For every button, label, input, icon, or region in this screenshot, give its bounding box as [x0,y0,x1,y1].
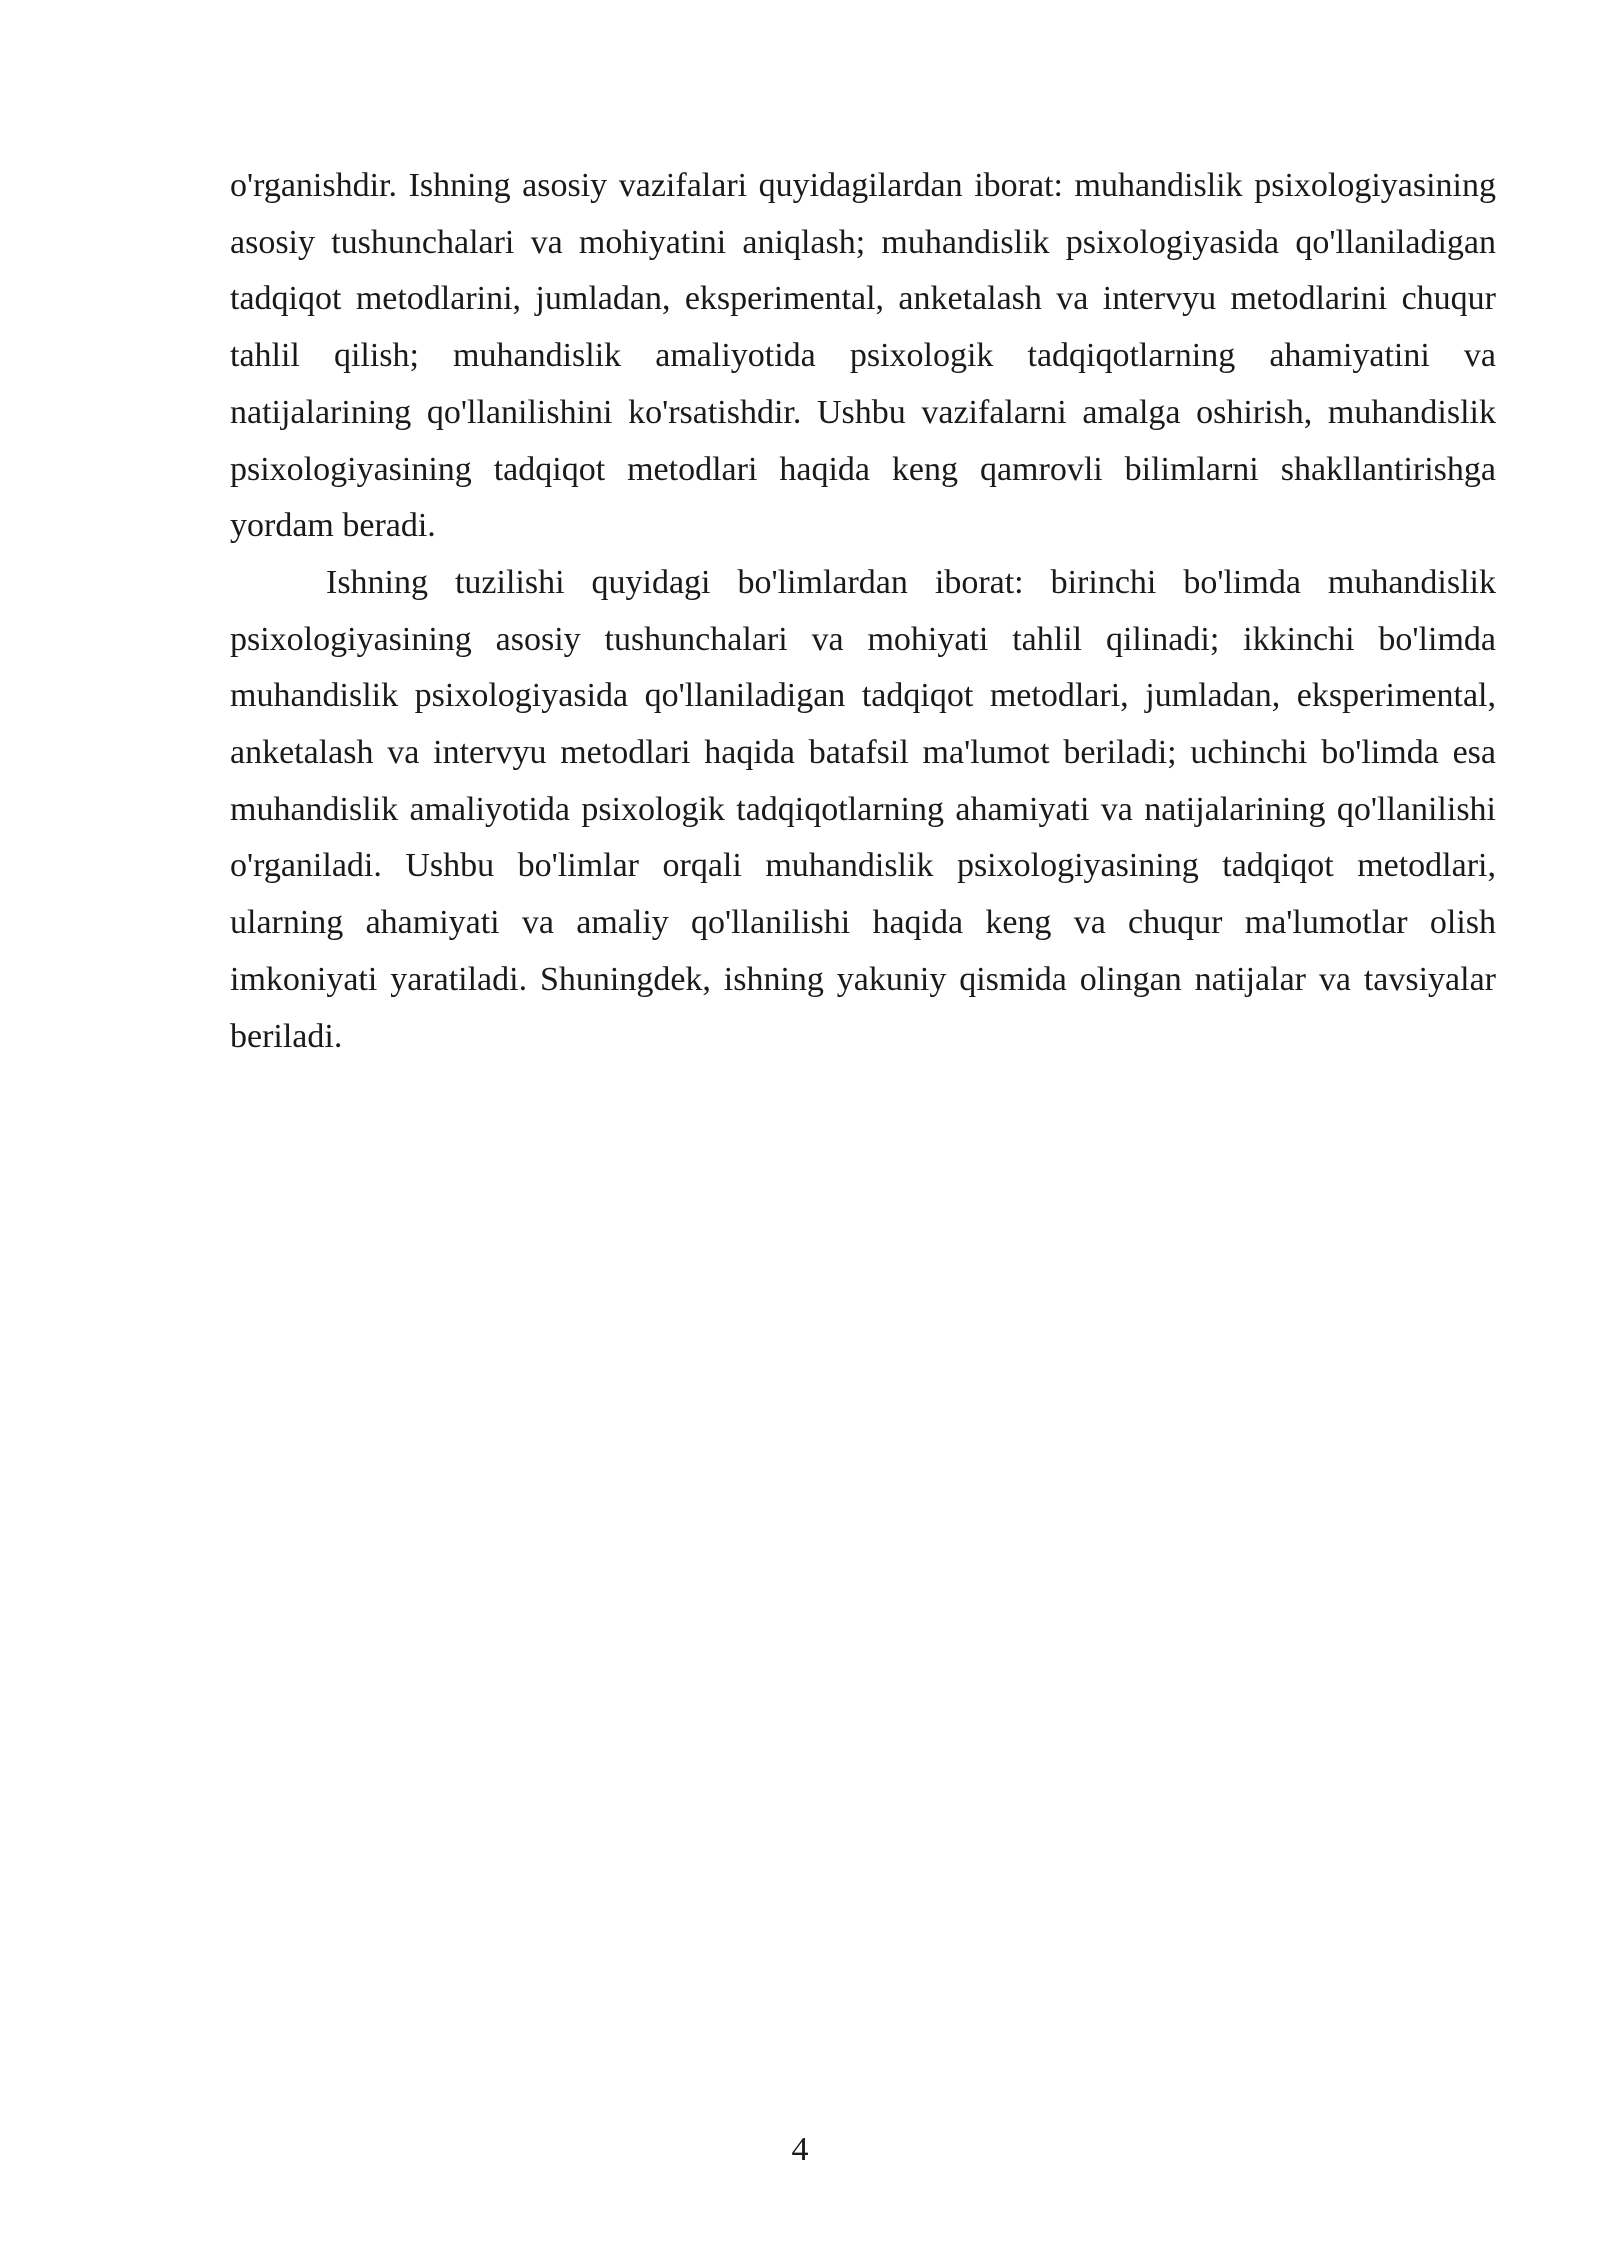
body-text [230,158,1496,1065]
paragraph-continuation: o'rganishdir. Ishning asosiy vazifalari quyidagilardan iborat: muhandislik psixologiyasining asosiy tushunchalari va mohiyatini aniqlash; muhandislik psixologiyasida qo'llaniladigan tadqiqot metodlarini, jumladan, eksperimental, anketalash va intervyu metodlarini chuqur tahlil qilish; muhandislik amaliyotida psixologik tadqiqotlarning ahamiyatini va natijalarining qo'llanilishini ko'rsatishdir. Ushbu vazifalarni amalga oshirish, muhandislik psixologiyasining tadqiqot metodlari haqida keng qamrovli bilimlarni shakllantirishga yordam beradi. [230,167,1496,545]
page-number: 4 [791,2131,809,2168]
paragraph-structure: Ishning tuzilishi quyidagi bo'limlardan iborat: birinchi bo'limda muhandislik psixologiyasining asosiy tushunchalari va mohiyati tahlil qilinadi; ikkinchi bo'limda muhandislik psixologiyasida qo'llaniladigan tadqiqot metodlari, jumladan, eksperimental, anketalash va intervyu metodlari haqida batafsil ma'lumot beriladi; uchinchi bo'limda esa muhandislik amaliyotida psixologik tadqiqotlarning ahamiyati va natijalarining qo'llanilishi o'rganiladi. Ushbu bo'limlar orqali muhandislik psixologiyasining tadqiqot metodlari, ularning ahamiyati va amaliy qo'llanilishi haqida keng va chuqur ma'lumotlar olish imkoniyati yaratiladi. Shuningdek, ishning yakuniy qismida olingan natijalar va tavsiyalar beriladi. [230,563,1496,1055]
